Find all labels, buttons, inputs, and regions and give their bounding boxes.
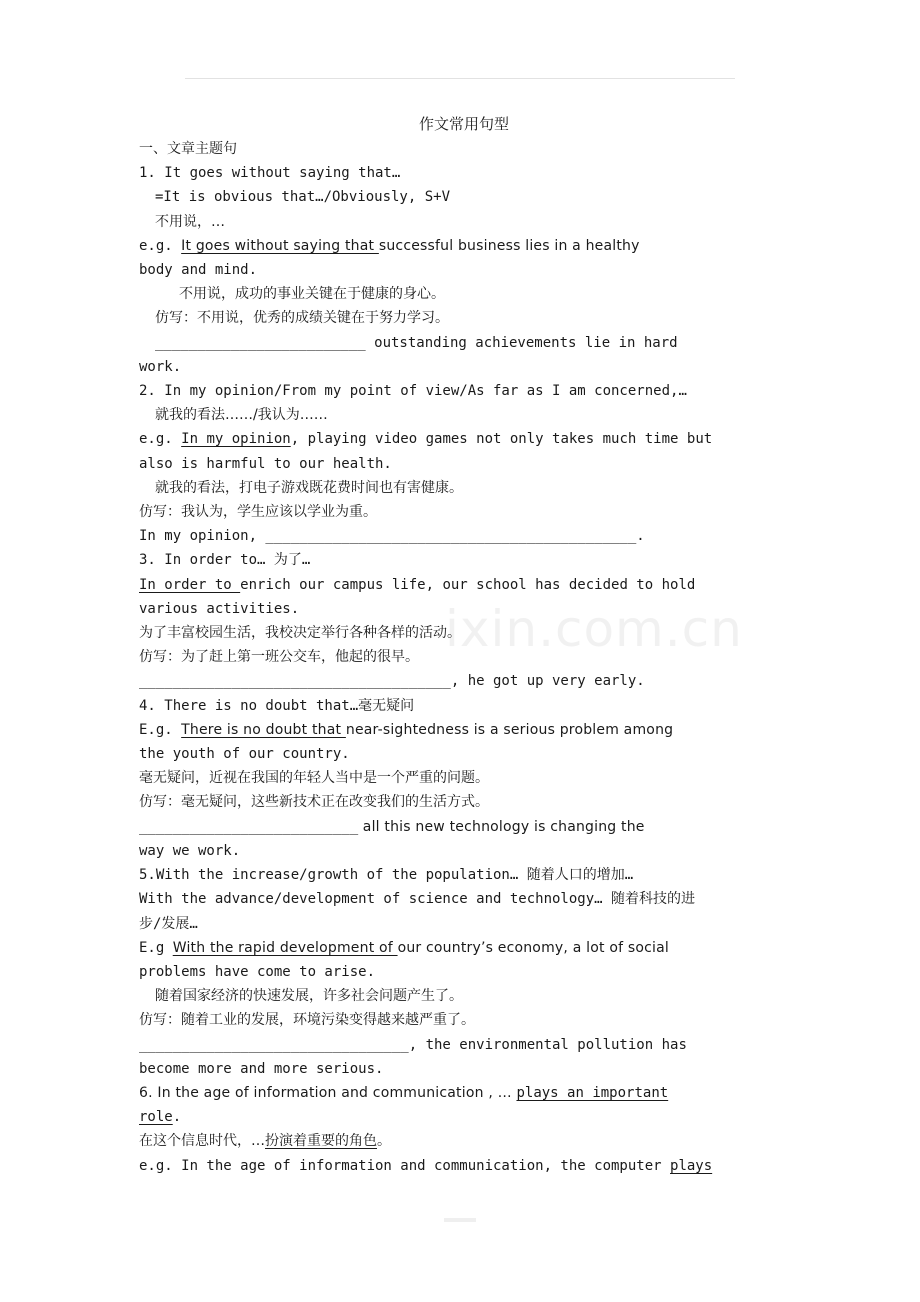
item-1-imitation: 仿写：不用说，优秀的成绩关键在于努力学习。 [155, 310, 449, 327]
item-4-example-cn: 毫无疑问，近视在我国的年轻人当中是一个严重的问题。 [139, 770, 489, 787]
watermark: ixin.com.cn [445, 600, 743, 658]
item-1-heading: 1. It goes without saying that… [139, 165, 401, 182]
example-phrase: There is no doubt that [181, 721, 346, 738]
item-2-example-cn: 就我的看法，打电子游戏既花费时间也有害健康。 [155, 479, 463, 496]
example-rest: near-sightedness is a serious problem among [345, 721, 674, 738]
example-prefix: E.g [139, 939, 173, 956]
item-1-example [139, 234, 789, 258]
item-2-example [139, 427, 789, 451]
item-5-heading: 5.With the increase/growth of the population… 随着人口的增加… [139, 867, 634, 884]
cn-phrase: 扮演着重要的角色 [265, 1133, 377, 1150]
example-rest: successful business lies in a healthy [378, 237, 640, 254]
blank-line: __________________________ [139, 818, 359, 835]
item-4-heading: 4. There is no doubt that…毫无疑问 [139, 697, 415, 714]
item-5-blank [139, 1033, 789, 1057]
item-1-cn: 不用说，… [155, 213, 225, 230]
example-phrase: In my opinion [181, 431, 291, 448]
cn-text: 在这个信息时代，… [139, 1133, 265, 1150]
item-1-alt: =It is obvious that…/Obviously, S+V [155, 189, 451, 206]
example-prefix: e.g. [139, 237, 182, 254]
example-phrase: In order to [139, 576, 241, 593]
item-4-blank-cont: way we work. [139, 842, 241, 859]
item-3-example-cn: 为了丰富校园生活，我校决定举行各种各样的活动。 [139, 625, 461, 642]
item-2-heading: 2. In my opinion/From my point of view/As far as I am concerned,… [139, 383, 687, 400]
item-1-blank [139, 331, 789, 355]
cn-end: 。 [377, 1133, 391, 1150]
blank-rest: , the environmental pollution has [408, 1036, 687, 1053]
item-2-imitation: 仿写：我认为，学生应该以学业为重。 [139, 504, 377, 521]
example-rest: enrich our campus life, our school has decided to hold [240, 576, 696, 593]
item-2-cn: 就我的看法……/我认为…… [155, 407, 328, 424]
item-3-example [139, 573, 789, 597]
heading-end: . [172, 1109, 182, 1126]
heading-phrase: plays an important [516, 1084, 669, 1101]
item-6-example [139, 1154, 789, 1178]
example-prefix: E.g. [139, 721, 182, 738]
blank-rest: all this new technology is changing the [358, 818, 645, 835]
item-4-imitation: 仿写：毫无疑问，这些新技术正在改变我们的生活方式。 [139, 794, 489, 811]
example-rest: our country’s economy, a lot of social [397, 939, 669, 956]
heading-phrase-cont: role [139, 1109, 173, 1126]
heading-text: 6. In the age of information and communication , … [139, 1084, 517, 1101]
item-3-example-cont: various activities. [139, 600, 300, 617]
section-heading: 一、文章主题句 [139, 141, 237, 157]
item-4-example [139, 718, 789, 742]
item-5-imitation: 仿写：随着工业的发展，环境污染变得越来越严重了。 [139, 1012, 475, 1029]
item-4-example-cont: the youth of our country. [139, 746, 350, 763]
example-rest: , playing video games not only takes much time but [290, 431, 713, 448]
item-5-heading-2: With the advance/development of science and technology… 随着科技的进 [139, 891, 696, 908]
header-rule [185, 78, 735, 79]
blank-line: ________________________________ [139, 1036, 409, 1053]
item-1-blank-cont: work. [139, 358, 182, 375]
footer-mark [444, 1218, 476, 1222]
item-2-example-cont: also is harmful to our health. [139, 455, 392, 472]
item-3-heading: 3. In order to… 为了… [139, 552, 311, 569]
item-6-cn [139, 1129, 789, 1153]
item-6-heading [139, 1081, 789, 1105]
example-phrase: It goes without saying that [181, 237, 379, 254]
item-5-example-cont: problems have come to arise. [139, 963, 376, 980]
blank-line: _________________________ [155, 334, 366, 351]
item-1-example-cont: body and mind. [139, 262, 258, 279]
item-3-blank: _____________________________________, he got up very early. [139, 673, 645, 690]
item-1-example-cn: 不用说，成功的事业关键在于健康的身心。 [179, 286, 445, 303]
page-title: 作文常用句型 [418, 115, 509, 133]
item-6-heading-cont [139, 1105, 789, 1129]
item-2-blank: In my opinion, ____________________________________________. [139, 528, 645, 545]
item-5-example-cn: 随着国家经济的快速发展，许多社会问题产生了。 [155, 988, 463, 1005]
item-3-imitation: 仿写：为了赶上第一班公交车，他起的很早。 [139, 649, 419, 666]
example-phrase: plays [670, 1157, 713, 1174]
example-phrase: With the rapid development of [172, 939, 398, 956]
item-5-blank-cont: become more and more serious. [139, 1060, 384, 1077]
item-5-example [139, 936, 789, 960]
blank-rest: outstanding achievements lie in hard [365, 334, 678, 351]
example-prefix: e.g. [139, 431, 182, 448]
document-page [139, 112, 789, 1178]
item-5-heading-3: 步/发展… [139, 915, 198, 932]
example-text: e.g. In the age of information and communication, the computer [139, 1157, 671, 1174]
item-4-blank [139, 815, 789, 839]
